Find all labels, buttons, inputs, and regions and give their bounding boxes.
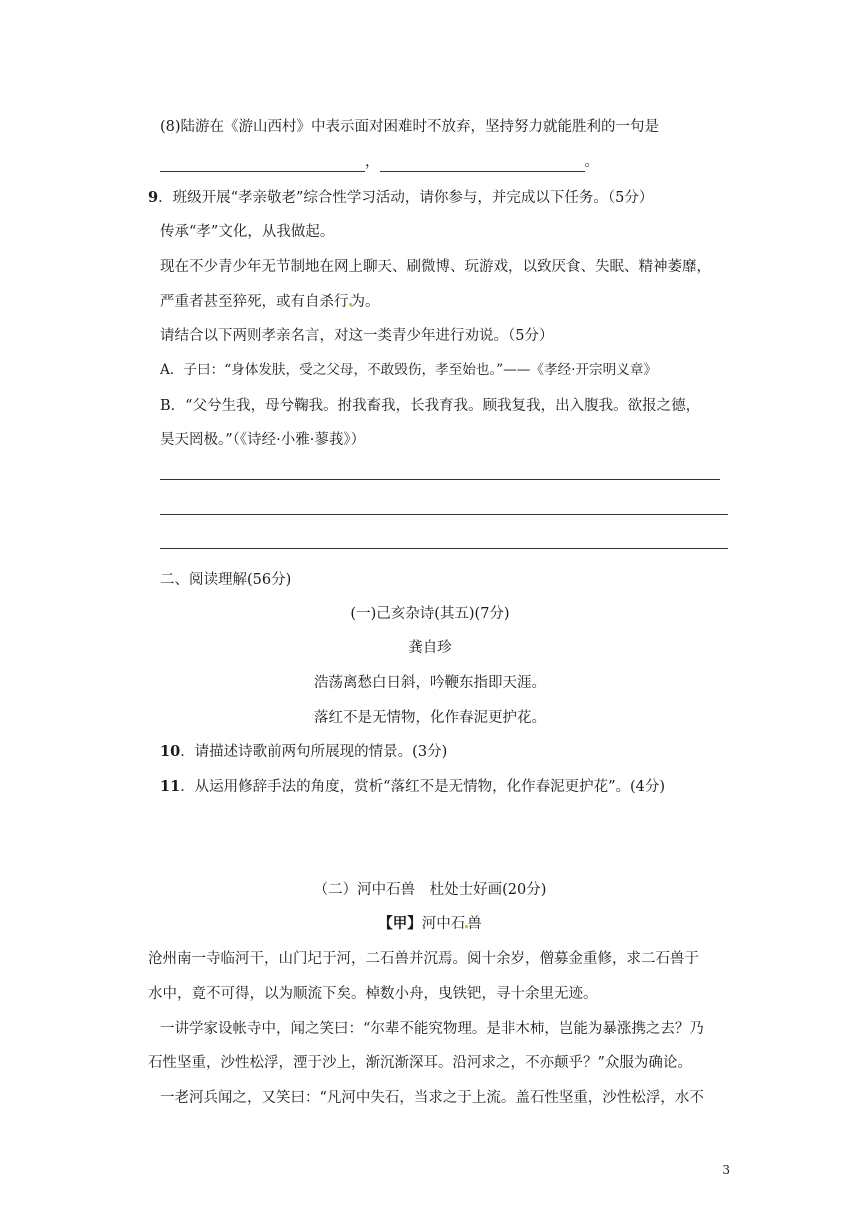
question-text: ．从运用修辞手法的角度，赏析“落红不是无情物，化作春泥更护花”。(4分) (180, 779, 666, 795)
question-number: 9 (148, 189, 159, 206)
poem-line-1: 浩荡离愁白日斜，吟鞭东指即天涯。 (314, 675, 546, 691)
question-number: 10 (160, 743, 181, 760)
quote-a: A．子曰：“身体发肤，受之父母，不敢毁伤，孝至始也。”——《孝经·开宗明义章》 (160, 362, 658, 378)
q8-text: (8)陆游在《游山西村》中表示面对困难时不放弃，坚持努力就能胜利的一句是 (160, 119, 660, 135)
para2-tail: 为。 (350, 294, 380, 310)
quote-b-line1: B．“父兮生我，母兮鞠我。拊我畜我，长我育我。顾我复我，出入腹我。欲报之德， (160, 398, 701, 414)
answer-rule-2[interactable] (160, 514, 728, 515)
passage-line-3: 一讲学家设帐寺中，闻之笑曰：“尔辈不能究物理。是非木柿，岂能为暴涨携之去？乃 (160, 1021, 704, 1037)
quote-b-line2: 昊天罔极。”（《诗经·小雅·蓼莪》） (160, 432, 366, 448)
passage-line-1: 沧州南一寺临河干，山门圮于河，二石兽并沉焉。阅十余岁，僧募金重修，求二石兽于 (148, 951, 699, 967)
poem-line-2: 落红不是无情物，化作春泥更护花。 (314, 710, 546, 726)
period: 。 (584, 154, 599, 170)
jia-title-text: 河中石 (421, 916, 466, 932)
passage-line-2: 水中，竟不可得，以为顺流下矣。棹数小舟，曳铁钯，寻十余里无迹。 (148, 986, 598, 1002)
passage-line-4: 石性坚重，沙性松浮，湮于沙上，渐沉渐深耳。沿河求之，不亦颠乎？”众服为确论。 (148, 1055, 692, 1071)
q10 (160, 742, 447, 762)
q9-instruction: 请结合以下两则孝亲名言，对这一类青少年进行劝说。（5分） (160, 328, 554, 344)
q9-prompt (148, 188, 653, 208)
question-text: ．班级开展“孝亲敬老”综合性学习活动，请你参与，并完成以下任务。（5分） (158, 190, 654, 206)
passage-line-5: 一老河兵闻之，又笑曰：“凡河中失石，当求之于上流。盖石性坚重，沙性松浮，水不 (160, 1090, 704, 1106)
q8-answer-line (160, 152, 599, 172)
poem-author: 龚自珍 (408, 640, 452, 656)
q9-para1: 现在不少青少年无节制地在网上聊天、刷微博、玩游戏，以致厌食、失眠、精神萎靡， (160, 259, 711, 275)
jia-title-tail: 兽 (467, 916, 482, 932)
question-number: 11 (160, 778, 181, 795)
answer-rule-1[interactable] (160, 479, 720, 480)
jia-bracket: 【甲】 (378, 915, 422, 932)
answer-blank-2[interactable] (380, 157, 585, 172)
q9-para2 (160, 292, 380, 312)
part2-title: （二）河中石兽 杜处士好画(20分) (313, 882, 547, 898)
page-number: 3 (722, 1163, 730, 1177)
answer-rule-3[interactable] (160, 548, 728, 549)
q9-theme: 传承“孝”文化，从我做起。 (160, 224, 335, 240)
para2-text: 严重者甚至猝死，或有自杀行 (160, 294, 349, 310)
poem-title: (一)己亥杂诗(其五)(7分) (350, 606, 510, 622)
question-text: ．请描述诗歌前两句所展现的情景。(3分) (180, 744, 448, 760)
jia-title (0, 914, 860, 934)
q11 (160, 777, 665, 797)
q8-line (160, 117, 659, 137)
answer-blank-1[interactable] (160, 157, 365, 172)
comma: ， (365, 154, 380, 170)
section-heading: 二、阅读理解(56分) (160, 572, 292, 588)
